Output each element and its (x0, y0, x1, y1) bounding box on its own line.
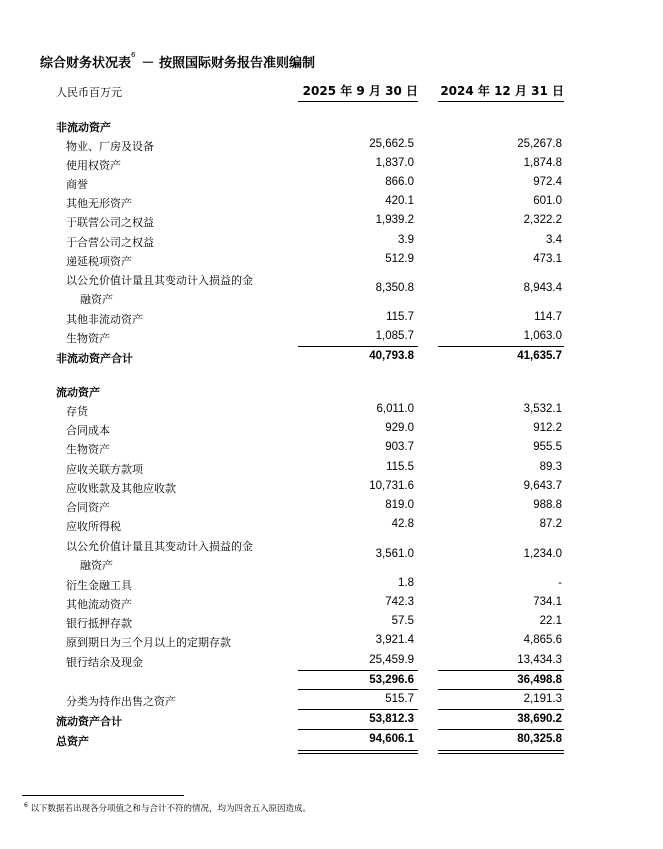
value-2024: 473.1 (533, 253, 562, 265)
value-2025: 929.0 (385, 422, 414, 434)
row-label: 原到期日为三个月以上的定期存款 (66, 636, 231, 649)
value-2024: 4,865.6 (523, 634, 562, 646)
current-total-rule-2025 (298, 709, 418, 710)
row-label: 递延税项资产 (66, 255, 132, 268)
row-label: 生物资产 (66, 443, 110, 456)
column-header-2025: 2025 年 9 月 30 日 (298, 82, 418, 102)
value-2024: 912.2 (533, 422, 562, 434)
footnote (24, 802, 311, 814)
statement-subtitle: － 按照国际财务报告准则编制 (141, 56, 316, 71)
value-2024: 13,434.3 (517, 654, 562, 666)
value-2025: 8,350.8 (375, 282, 414, 294)
row-label: 以公允价值计量且其变动计入损益的金 (66, 274, 253, 287)
value-2025: 1,939.2 (375, 214, 414, 226)
section-label: 流动资产 (56, 386, 100, 399)
subtotal-rule-2024 (438, 670, 564, 671)
value-2025: 115.7 (386, 311, 414, 323)
value-2025: 903.7 (385, 441, 414, 453)
value-2025: 515.7 (385, 693, 414, 705)
footnote-number: 6 (24, 802, 28, 809)
value-2025: 53,296.6 (369, 674, 414, 686)
statement-title-text: 综合财务状况表 (40, 56, 132, 71)
row-label: 合同资产 (66, 501, 110, 514)
value-2025: 1,837.0 (375, 157, 414, 169)
value-2024: 955.5 (533, 441, 562, 453)
subtotal-bottom-rule-2025 (298, 689, 418, 690)
value-2025: 25,459.9 (369, 654, 414, 666)
section-label: 非流动资产 (56, 121, 111, 134)
value-2025: 57.5 (391, 615, 414, 627)
column-header-2024: 2024 年 12 月 31 日 (438, 82, 564, 102)
grand-total-double-rule-2024-a (438, 750, 564, 751)
row-label: 使用权资产 (66, 159, 121, 172)
value-2025: 94,606.1 (369, 733, 414, 745)
row-label: 商誉 (66, 178, 88, 191)
row-label: 应收关联方款项 (66, 463, 143, 476)
value-2024: 3.4 (546, 234, 562, 246)
row-label: 其他无形资产 (66, 197, 132, 210)
value-2024: 601.0 (533, 195, 562, 207)
row-label: 存货 (66, 405, 88, 418)
value-2025: 25,662.5 (369, 138, 414, 150)
value-2025: 53,812.3 (369, 713, 414, 725)
row-label: 非流动资产合计 (56, 352, 133, 365)
subtotal-rule-2025 (298, 670, 418, 671)
value-2024: 1,234.0 (523, 548, 562, 560)
row-label: 应收账款及其他应收款 (66, 482, 176, 495)
row-label: 物业、厂房及设备 (66, 140, 154, 153)
row-label: 银行结余及现金 (66, 656, 143, 669)
grand-total-rule-2024 (438, 729, 564, 730)
row-label: 流动资产合计 (56, 715, 122, 728)
grand-total-double-rule-2024-b (438, 753, 564, 754)
value-2024: 114.7 (534, 311, 562, 323)
footnote-divider (22, 795, 184, 796)
total-rule-2024 (438, 346, 564, 347)
value-2025: 742.3 (385, 596, 414, 608)
value-2024: 972.4 (533, 176, 562, 188)
value-2024: 1,874.8 (523, 157, 562, 169)
value-2025: 115.5 (386, 461, 414, 473)
statement-title (40, 52, 315, 71)
row-label: 应收所得税 (66, 520, 121, 533)
grand-total-rule-2025 (298, 729, 418, 730)
value-2025: 819.0 (385, 499, 414, 511)
row-label: 衍生金融工具 (66, 579, 132, 592)
value-2024: 988.8 (533, 499, 562, 511)
value-2024: 36,498.8 (517, 674, 562, 686)
row-label: 生物资产 (66, 332, 110, 345)
row-label: 以公允价值计量且其变动计入损益的金 (66, 540, 253, 553)
value-2025: 3.9 (398, 234, 414, 246)
value-2025: 3,921.4 (375, 634, 414, 646)
value-2025: 42.8 (391, 518, 414, 530)
row-label: 银行抵押存款 (66, 617, 132, 630)
total-rule-2025 (298, 346, 418, 347)
value-2024: 89.3 (539, 461, 562, 473)
value-2024: 2,322.2 (523, 214, 562, 226)
row-label-continued: 融资产 (80, 293, 113, 306)
row-label: 分类为持作出售之资产 (66, 695, 176, 708)
value-2025: 3,561.0 (375, 548, 414, 560)
value-2024: 9,643.7 (523, 480, 562, 492)
row-label: 合同成本 (66, 424, 110, 437)
value-2024: 734.1 (533, 596, 562, 608)
row-label-continued: 融资产 (80, 559, 113, 572)
value-2025: 10,731.6 (369, 480, 414, 492)
value-2024: 8,943.4 (523, 282, 562, 294)
row-label: 总资产 (56, 735, 89, 748)
current-total-rule-2024 (438, 709, 564, 710)
grand-total-double-rule-2025-b (298, 753, 418, 754)
value-2025: 512.9 (385, 253, 414, 265)
unit-label: 人民币百万元 (56, 86, 122, 99)
value-2024: 22.1 (539, 615, 562, 627)
row-label: 于联营公司之权益 (66, 216, 154, 229)
value-2024: 80,325.8 (517, 733, 562, 745)
row-label: 其他非流动资产 (66, 313, 143, 326)
footnote-text: 以下数据若出现各分项值之和与合计不符的情况，均为四舍五入原因造成。 (30, 804, 312, 814)
value-2025: 420.1 (385, 195, 414, 207)
row-label: 于合营公司之权益 (66, 236, 154, 249)
value-2024: 25,267.8 (517, 138, 562, 150)
value-2024: 38,690.2 (517, 713, 562, 725)
footnote-ref: 6 (131, 51, 136, 59)
value-2024: - (558, 577, 562, 589)
value-2025: 40,793.8 (369, 350, 414, 362)
value-2024: 1,063.0 (523, 330, 562, 342)
grand-total-double-rule-2025-a (298, 750, 418, 751)
value-2024: 2,191.3 (523, 693, 562, 705)
row-label: 其他流动资产 (66, 598, 132, 611)
value-2024: 41,635.7 (517, 350, 562, 362)
value-2025: 6,011.0 (376, 403, 414, 415)
subtotal-bottom-rule-2024 (438, 689, 564, 690)
value-2025: 1,085.7 (375, 330, 414, 342)
value-2024: 87.2 (539, 518, 562, 530)
value-2024: 3,532.1 (523, 403, 562, 415)
value-2025: 1.8 (398, 577, 414, 589)
value-2025: 866.0 (385, 176, 414, 188)
